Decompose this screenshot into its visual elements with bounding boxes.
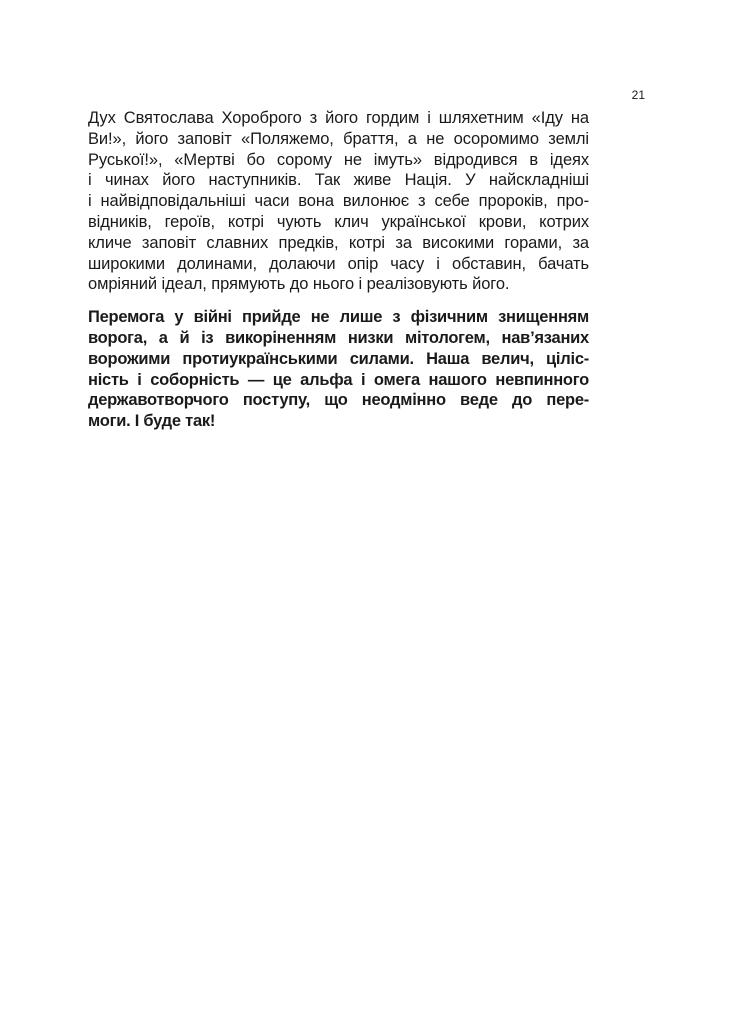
text-line: Перемога у війні прийде не лише з фізичним знищенням <box>88 308 589 327</box>
text-line: ворога, а й із викоріненням низки мітологем, нав’язаних <box>88 328 589 347</box>
text-line: нiсть i соборнiсть — це альфа i омега нашого невпинного <box>88 370 589 389</box>
body-text <box>88 108 589 432</box>
text-line: кличе заповіт славних предків, котрі за високими горами, за <box>88 233 589 252</box>
text-line: омріяний ідеал, прямують до нього і реалізовують його. <box>88 275 510 294</box>
text-line: і найвідповідальніші часи вона вилонює з себе пророків, про- <box>88 192 589 211</box>
page-number: 21 <box>631 88 645 102</box>
text-line: моги. І буде так! <box>88 412 216 431</box>
text-line: Ви!», його заповіт «Поляжемо, браття, а не осоромимо землі <box>88 129 589 148</box>
text-line: ворожими протиукраїнськими силами. Наша велич, цiлiс- <box>88 349 589 368</box>
paragraph <box>88 108 589 295</box>
text-line: відників, героїв, котрі чують клич української крови, котрих <box>88 212 589 231</box>
text-line: широкими долинами, долаючи опір часу і обставин, бачать <box>88 254 589 273</box>
text-line: Руської!», «Мертві бо сорому не імуть» відродився в ідеях <box>88 150 589 169</box>
text-line: державотворчого поступу, що неодмінно веде до пере- <box>88 391 589 410</box>
text-line: і чинах його наступників. Так живе Нація. У найскладніші <box>88 171 589 190</box>
bold-paragraph <box>88 307 589 432</box>
text-line: Дух Святослава Хороброго з його гордим і шляхетним «Іду на <box>88 109 589 127</box>
